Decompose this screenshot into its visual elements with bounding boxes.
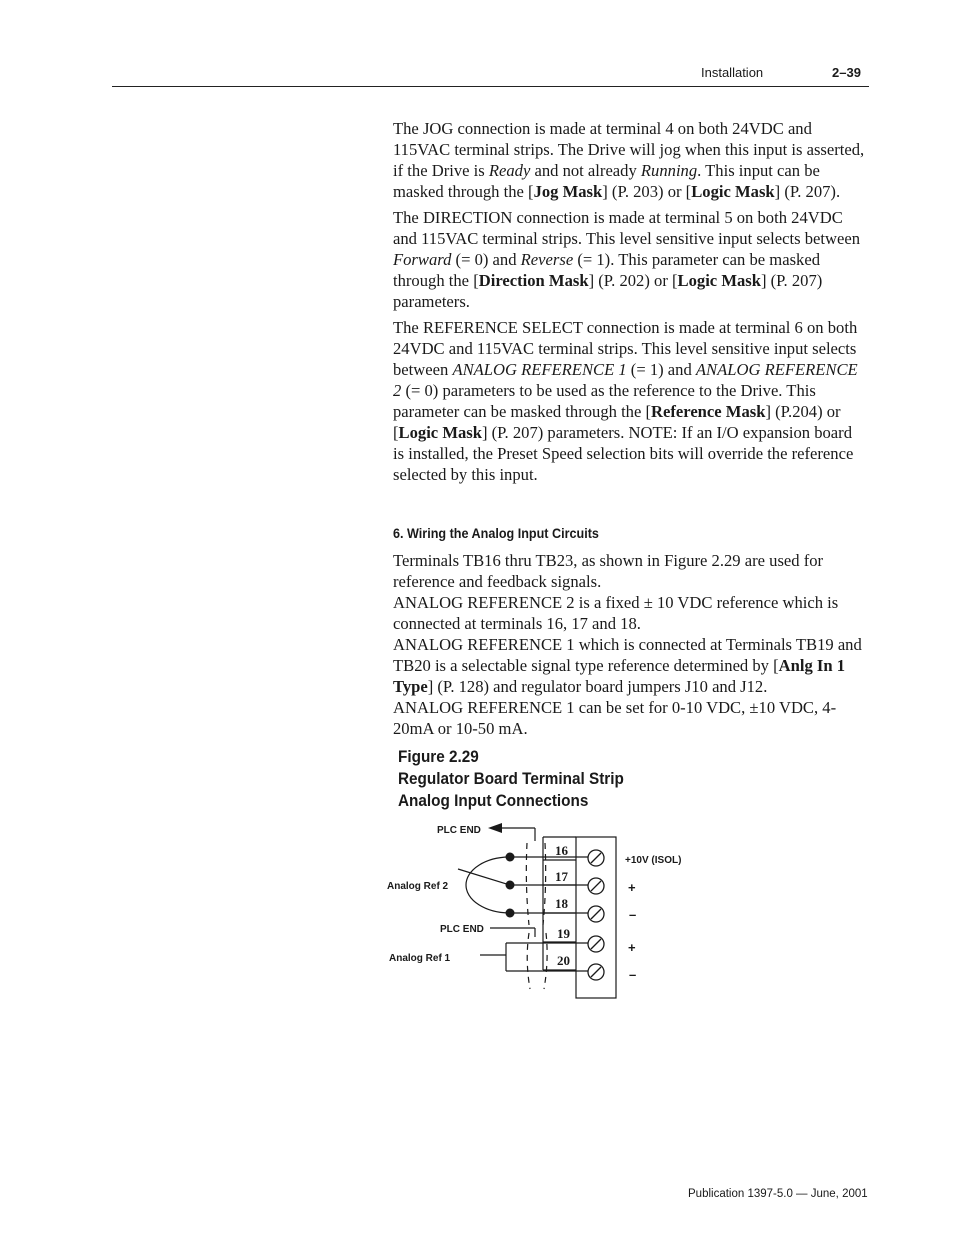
connection-dot: [506, 853, 515, 862]
screw-terminal-19: [588, 936, 604, 952]
paragraph-terminals: Terminals TB16 thru TB23, as shown in Figure 2.29 are used for reference and feedback signals.: [393, 551, 824, 591]
ref2-plus-sign: +: [628, 880, 636, 895]
body-text: [393, 118, 865, 490]
italic-text: Forward: [393, 250, 452, 269]
bold-text: Logic Mask: [691, 182, 775, 201]
section-heading: 6. Wiring the Analog Input Circuits: [393, 525, 599, 541]
plc-end-top-label: PLC END: [437, 825, 481, 836]
screw-terminal-16: [588, 850, 604, 866]
paragraph-jog: The JOG connection is made at terminal 4 on both 24VDC and 115VAC terminal strips. The Drive will jog when this input is asserted, if the Drive is Ready and not already Running. This input can be masked through the [Jog Mask] (P. 203) or [Logic Mask] (P. 207).: [393, 119, 865, 201]
italic-text: Running: [640, 161, 698, 180]
header-rule: [112, 86, 869, 87]
screw-terminal-18: [588, 906, 604, 922]
bold-text: Direction Mask: [478, 271, 589, 290]
terminal-strip-diagram: [380, 815, 710, 1005]
paragraph-reference-select: The REFERENCE SELECT connection is made at terminal 6 on both 24VDC and 115VAC terminal strips. This level sensitive input selects between ANALOG REFERENCE 1 (= 1) and ANALOG REFERENCE 2 (= 0) parameters to be used as the reference to the Drive. This parameter can be masked through the [Reference Mask] (P.204) or [Logic Mask] (P. 207) parameters. NOTE: If an I/O expansion board is installed, the Preset Speed selection bits will override the reference selected by this input.: [393, 318, 858, 484]
plc-end-bottom-label: PLC END: [440, 924, 484, 935]
paragraph-direction: The DIRECTION connection is made at terminal 5 on both 24VDC and 115VAC terminal strips. This level sensitive input selects between Forward (= 0) and Reverse (= 1). This parameter can be masked through the [Direction Mask] (P. 202) or [Logic Mask] (P. 207) parameters.: [393, 208, 861, 311]
ref2-minus-sign: –: [629, 907, 637, 922]
potentiometer-ref-2: [466, 857, 510, 913]
analog-ref-2-label: Analog Ref 2: [387, 881, 449, 892]
terminal-number: 16: [555, 843, 568, 858]
bold-text: Logic Mask: [677, 271, 761, 290]
plc-end-arrow: [488, 823, 502, 833]
italic-text: ANALOG REFERENCE 2: [393, 360, 858, 400]
paragraph-analog-ref-1: ANALOG REFERENCE 1 which is connected at Terminals TB19 and TB20 is a selectable signal type reference determined by [Anlg In 1 Type] (P. 128) and regulator board jumpers J10 and J12.: [393, 635, 862, 696]
ref1-minus-sign: –: [629, 967, 637, 982]
isol-label: +10V (ISOL): [625, 855, 682, 866]
paragraph-analog-ref-1-types: ANALOG REFERENCE 1 can be set for 0-10 VDC, ±10 VDC, 4-20mA or 10-50 mA.: [393, 698, 837, 738]
connection-dot: [506, 909, 515, 918]
connection-dot: [506, 881, 515, 890]
analog-text: [393, 550, 865, 739]
terminal-number: 17: [555, 869, 568, 884]
italic-text: Ready: [488, 161, 531, 180]
screw-terminal-20: [588, 964, 604, 980]
bold-text: Logic Mask: [398, 423, 482, 442]
running-header-section: Installation: [701, 65, 764, 80]
figure-title-line-1: Regulator Board Terminal Strip: [398, 769, 624, 788]
terminal-number: 18: [555, 896, 568, 911]
bold-text: Reference Mask: [651, 402, 766, 421]
analog-ref-1-label: Analog Ref 1: [389, 953, 451, 964]
bold-text: Anlg In 1 Type: [393, 656, 846, 696]
ref1-plus-sign: +: [628, 940, 636, 955]
figure-number: Figure 2.29: [398, 747, 479, 766]
screw-terminal-17: [588, 878, 604, 894]
publication-footer: Publication 1397-5.0 — June, 2001: [688, 1188, 868, 1200]
italic-text: Reverse: [520, 250, 574, 269]
page-number: 2–39: [832, 65, 861, 80]
figure-caption: [398, 746, 624, 812]
terminal-number: 19: [557, 926, 570, 941]
paragraph-analog-ref-2: ANALOG REFERENCE 2 is a fixed ± 10 VDC reference which is connected at terminals 16, 17 and 18.: [393, 593, 839, 633]
terminal-number: 20: [557, 953, 570, 968]
bold-text: Jog Mask: [533, 182, 603, 201]
italic-text: ANALOG REFERENCE 1: [452, 360, 627, 379]
figure-title-line-2: Analog Input Connections: [398, 791, 589, 810]
